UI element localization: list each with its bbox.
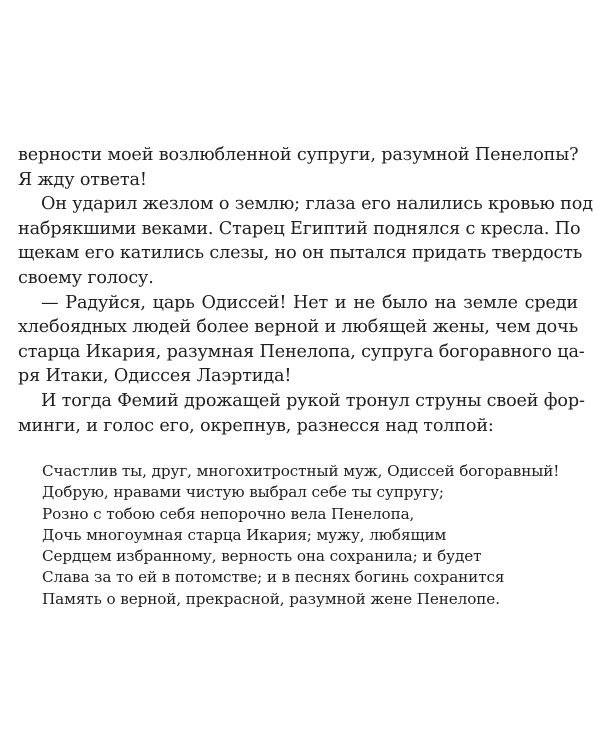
- verse-line: Сердцем избранному, верность она сохранила; и будет: [42, 547, 482, 566]
- prose-line: набрякшими веками. Старец Египтий поднялся с кресла. По: [18, 218, 581, 239]
- prose-line: старца Икария, разумная Пенелопа, супруга богоравного ца-: [18, 341, 585, 362]
- prose-line: верности моей возлюбленной супруги, разумной Пенелопы?: [18, 145, 579, 165]
- verse-line: Счастлив ты, друг, многохитростный муж, Одиссей богоравный!: [42, 462, 560, 480]
- verse-line: Слава за то ей в потомстве; и в песнях богинь сохранится: [42, 568, 505, 587]
- verse-line: Розно с тобою себя непорочно вела Пенелопа,: [42, 504, 415, 523]
- verse-block: [42, 461, 582, 610]
- prose-line: И тогда Фемий дрожащей рукой тронул струны своей фор-: [41, 390, 585, 411]
- prose-line: минги, и голос его, окрепнув, разнесся над толпой:: [18, 415, 494, 436]
- prose-line: щекам его катились слезы, но он пытался придать твердость: [18, 243, 583, 264]
- prose-line: — Радуйся, царь Одиссей! Нет и не было на земле среди: [41, 292, 578, 313]
- prose-line: Он ударил жезлом о землю; глаза его налились кровью под: [41, 194, 593, 215]
- prose-line: Я жду ответа!: [18, 169, 147, 190]
- verse-line: Дочь многоумная старца Икария; мужу, любящим: [42, 525, 447, 544]
- prose-block: [18, 143, 593, 438]
- verse-line: Добрую, нравами чистую выбрал себе ты супругу;: [42, 483, 444, 502]
- verse-line: Память о верной, прекрасной, разумной жене Пенелопе.: [42, 589, 500, 608]
- prose-line: ря Итаки, Одиссея Лаэртида!: [18, 366, 292, 387]
- prose-line: хлебоядных людей более верной и любящей жены, чем дочь: [18, 317, 578, 338]
- prose-line: своему голосу.: [18, 267, 154, 288]
